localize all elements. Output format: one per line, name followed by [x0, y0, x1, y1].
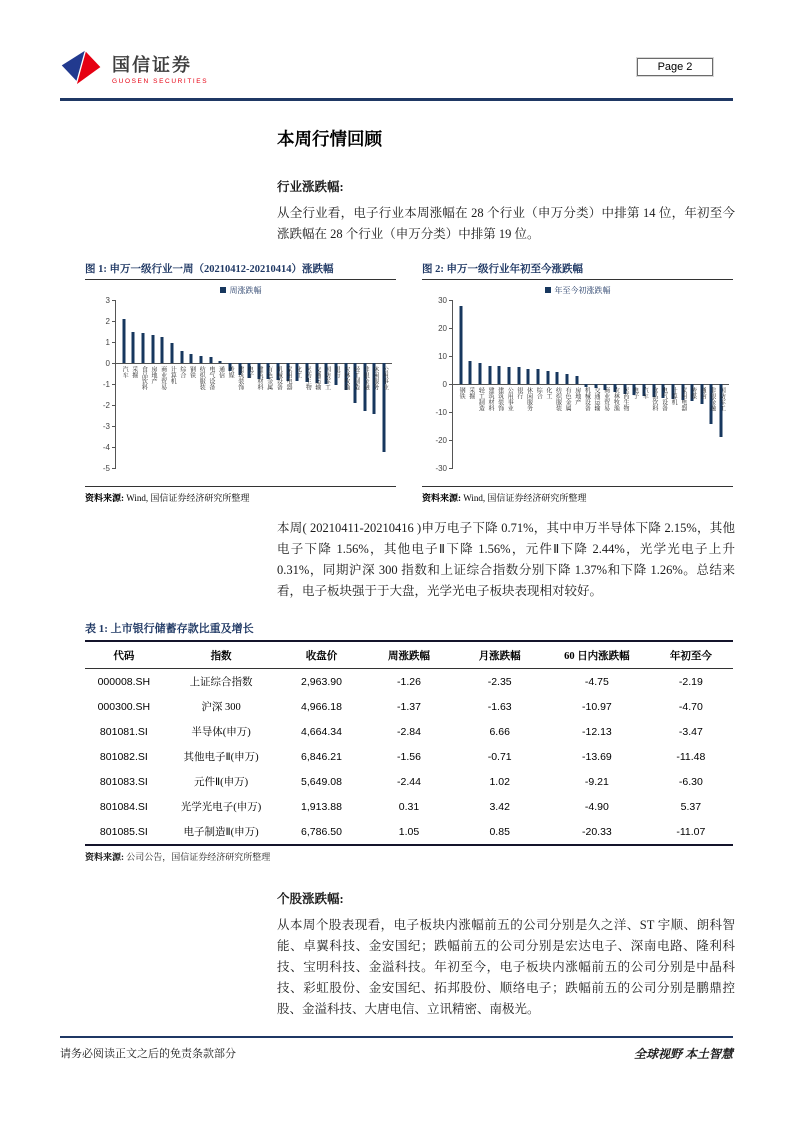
bar-cell: [138, 300, 148, 468]
table-cell: 801081.SI: [99, 725, 148, 738]
figure-2-legend: [422, 284, 733, 296]
table-cell: 0.85: [489, 825, 510, 838]
figure-1-plot: [102, 295, 392, 473]
bar: [556, 372, 559, 384]
table-title: 表 1: 上市银行储蓄存款比重及增长: [85, 618, 733, 642]
table-cell: 6.66: [489, 725, 510, 738]
bar-series: [456, 300, 726, 468]
table-cell: 0.31: [398, 800, 420, 813]
brand-name-cn: 国信证券: [112, 55, 192, 75]
x-axis-category-label: 纺织服装: [554, 387, 561, 411]
x-axis-category-label: 通信: [699, 387, 706, 399]
y-axis-tick-label: 20: [438, 323, 447, 333]
figure-1-legend: [85, 284, 396, 296]
bar-cell: [601, 300, 611, 468]
bar-cell: [649, 300, 659, 468]
bar: [575, 376, 578, 384]
table-header-row: [85, 642, 733, 669]
table-source: [85, 846, 733, 863]
figure-1-legend-label: 周涨跌幅: [229, 285, 262, 295]
x-axis-category-label: 食品饮料: [140, 366, 147, 390]
x-axis-category-label: 采掘: [130, 366, 137, 378]
table-cell: -11.48: [676, 750, 706, 763]
bar-cell: [495, 300, 505, 468]
x-axis-category-label: 国防军工: [718, 387, 725, 411]
x-axis-category-label: 建筑装饰: [236, 366, 243, 390]
table-cell: -3.47: [678, 725, 703, 738]
bar-cell: [485, 300, 495, 468]
bar-cell: [456, 300, 466, 468]
table-cell: 光学光电子(申万): [180, 802, 262, 813]
y-axis-tick-label: 10: [438, 351, 447, 361]
table-cell: -20.33: [581, 825, 612, 838]
y-axis-tick-label: -10: [435, 407, 447, 417]
x-axis-category-label: 农林牧渔: [342, 366, 349, 390]
table-cell: -6.30: [678, 775, 703, 788]
bar-cell: [658, 300, 668, 468]
bar-cell: [225, 300, 235, 468]
x-axis-category-label: 传媒: [227, 366, 234, 378]
y-axis-tick-mark: [112, 405, 116, 406]
bar-cell: [148, 300, 158, 468]
table-cell: 电子制造Ⅱ(申万): [183, 827, 259, 838]
table-source-label: 资料来源:: [85, 852, 124, 862]
bar-cell: [186, 300, 196, 468]
x-axis-category-label: 公用事业: [506, 387, 513, 411]
page-header: [60, 48, 733, 101]
table-row: [85, 744, 733, 769]
table-cell: 上证综合指数: [189, 677, 253, 688]
y-axis-tick-label: 0: [105, 358, 110, 368]
y-axis-tick-mark: [112, 342, 116, 343]
x-axis-category-label: 计算机: [670, 387, 677, 405]
bar-cell: [523, 300, 533, 468]
table-row: [85, 794, 733, 819]
y-axis-tick-label: -20: [435, 435, 447, 445]
table-source-text: 公司公告，国信证券经济研究所整理: [124, 852, 271, 862]
x-axis-category-label: 公用事业: [381, 366, 388, 390]
x-axis-category-label: 化工: [544, 387, 551, 399]
brand-name-en: GUOSEN SECURITIES: [112, 78, 209, 85]
bar-cell: [370, 300, 380, 468]
table-row: [85, 769, 733, 794]
bar-cell: [350, 300, 360, 468]
bar: [479, 363, 482, 384]
y-axis-tick-label: -4: [102, 442, 110, 452]
table-cell: -10.97: [581, 700, 612, 713]
figure-2-chart-area: [422, 280, 733, 478]
figure-1: [85, 261, 396, 504]
bar: [180, 351, 183, 363]
bar: [219, 361, 222, 363]
bar-cell: [273, 300, 283, 468]
y-axis-tick-mark: [449, 468, 453, 469]
x-axis-category-label: 家用电器: [679, 387, 686, 411]
y-axis-tick-label: 1: [105, 337, 110, 347]
bar: [498, 366, 501, 384]
y-axis-tick-label: 0: [442, 379, 447, 389]
bar-cell: [581, 300, 591, 468]
table-header-cell: 指数: [163, 642, 280, 669]
bar-cell: [687, 300, 697, 468]
table-cell: 1.02: [489, 775, 510, 788]
y-axis-tick-mark: [449, 356, 453, 357]
table-cell: 元件Ⅱ(申万): [193, 777, 249, 788]
table-cell: 4,664.34: [301, 725, 342, 738]
bar: [565, 374, 568, 384]
page-footer: [60, 1036, 733, 1062]
bar: [142, 333, 145, 363]
table-cell: 801084.SI: [99, 800, 148, 813]
table-cell: 000300.SH: [97, 700, 151, 713]
figure-2-source-label: 资料来源:: [422, 493, 461, 503]
y-axis-tick-label: 2: [105, 316, 110, 326]
x-axis-category-label: 房地产: [573, 387, 580, 405]
x-axis-category-label: 通信: [217, 366, 224, 378]
table-cell: -12.13: [581, 725, 612, 738]
x-axis-category-label: 建筑装饰: [496, 387, 503, 411]
x-axis-category-label: 农林牧渔: [612, 387, 619, 411]
bar-cell: [177, 300, 187, 468]
y-axis-tick-mark: [112, 321, 116, 322]
table-header-cell: 周涨跌幅: [364, 642, 455, 669]
figure-1-source-label: 资料来源:: [85, 493, 124, 503]
bar-cell: [158, 300, 168, 468]
bar-cell: [244, 300, 254, 468]
table-row: [85, 719, 733, 744]
figure-1-chart-area: [85, 280, 396, 478]
legend-swatch-icon: [545, 287, 551, 293]
x-axis-category-label: 电气设备: [207, 366, 214, 390]
stocks-heading: 个股涨跌幅:: [277, 892, 344, 906]
figure-1-source-text: Wind, 国信证券经济研究所整理: [124, 493, 250, 503]
footer-disclaimer: 请务必阅读正文之后的免责条款部分: [60, 1048, 236, 1060]
table-cell: 1.05: [398, 825, 420, 838]
bar-cell: [475, 300, 485, 468]
figures-row: [85, 261, 733, 504]
x-axis-category-label: 综合: [535, 387, 542, 399]
figure-2-title: 图 2: 申万一级行业年初至今涨跌幅: [422, 261, 733, 280]
x-axis-category-label: 建筑材料: [256, 366, 263, 390]
bar: [209, 357, 212, 363]
x-axis-category-label: 轻工制造: [352, 366, 359, 390]
bar-cell: [206, 300, 216, 468]
bar-cell: [707, 300, 717, 468]
table-cell: 6,846.21: [301, 750, 342, 763]
y-axis-tick-mark: [112, 447, 116, 448]
x-axis-category-label: 汽车: [121, 366, 128, 378]
table-cell: -4.70: [678, 700, 703, 713]
x-axis-category-label: 交通运输: [593, 387, 600, 411]
y-axis-tick-label: -3: [102, 421, 110, 431]
bar-cell: [504, 300, 514, 468]
table-cell: 沪深 300: [201, 702, 241, 713]
x-axis-category-label: 有色金属: [564, 387, 571, 411]
table-cell: 2,963.90: [301, 675, 342, 688]
table-cell: -9.21: [584, 775, 609, 788]
bar-cell: [639, 300, 649, 468]
x-axis-category-label: 综合: [178, 366, 185, 378]
x-axis-category-label: 有色金属: [265, 366, 272, 390]
table-row: [85, 669, 733, 695]
x-axis-category-label: 轻工制造: [477, 387, 484, 411]
brand: [60, 48, 733, 88]
y-axis-tick-label: -2: [102, 400, 110, 410]
bar-cell: [119, 300, 129, 468]
bar: [171, 343, 174, 363]
x-axis-category-label: 国防军工: [323, 366, 330, 390]
y-axis-tick-label: 30: [438, 295, 447, 305]
bar-cell: [312, 300, 322, 468]
table-cell: 801085.SI: [99, 825, 148, 838]
table-cell: -4.75: [584, 675, 609, 688]
bar-cell: [716, 300, 726, 468]
table-header-cell: 年初至今: [649, 642, 733, 669]
bar-cell: [360, 300, 370, 468]
bar-cell: [533, 300, 543, 468]
figure-2-source: [422, 486, 733, 504]
table-header-cell: 月涨跌幅: [454, 642, 545, 669]
bar: [469, 361, 472, 384]
table-cell: 5,649.08: [301, 775, 342, 788]
table-cell: -4.90: [584, 800, 609, 813]
x-axis-category-label: 传媒: [689, 387, 696, 399]
x-axis-category-label: 电子: [631, 387, 638, 399]
x-axis-category-label: 休闲服务: [371, 366, 378, 390]
figure-2: [422, 261, 733, 504]
x-axis-category-label: 建筑材料: [486, 387, 493, 411]
y-axis-tick-mark: [112, 426, 116, 427]
bar-cell: [302, 300, 312, 468]
y-axis-tick-label: -30: [435, 463, 447, 473]
bar-cell: [321, 300, 331, 468]
x-axis-category-label: 纺织服装: [198, 366, 205, 390]
bar-cell: [668, 300, 678, 468]
table-cell: 6,786.50: [301, 825, 342, 838]
industry-heading: 行业涨跌幅:: [277, 180, 344, 194]
bar-cell: [572, 300, 582, 468]
table-cell: -0.71: [487, 750, 512, 763]
table-header-cell: 收盘价: [279, 642, 363, 669]
x-axis-category-label: 商业贸易: [602, 387, 609, 411]
x-axis-category-label: 电气设备: [660, 387, 667, 411]
x-axis-category-label: 食品饮料: [650, 387, 657, 411]
x-axis-category-label: 医药生物: [304, 366, 311, 390]
industry-paragraph: 从全行业看，电子行业本周涨幅在 28 个行业（申万分类）中排第 14 位，年初至今涨跌幅在 28 个行业（申万分类）中排第 19 位。: [277, 206, 735, 241]
bar-cell: [379, 300, 389, 468]
bar-cell: [254, 300, 264, 468]
table-cell: 4,966.18: [301, 700, 342, 713]
table-cell: -1.26: [397, 675, 421, 688]
brand-text: [112, 51, 208, 85]
bar-cell: [264, 300, 274, 468]
table-header-cell: 60 日内涨跌幅: [545, 642, 649, 669]
bar: [527, 369, 530, 384]
figure-1-source: [85, 486, 396, 504]
x-axis-category-label: 银行: [333, 366, 340, 378]
bar-cell: [215, 300, 225, 468]
table-cell: 5.37: [680, 800, 702, 813]
table-cell: 其他电子Ⅱ(申万): [183, 752, 259, 763]
x-axis-category-label: 休闲服务: [525, 387, 532, 411]
x-axis-category-label: 机械设备: [583, 387, 590, 411]
table-section: [85, 618, 733, 863]
y-axis-tick-mark: [449, 440, 453, 441]
figure-1-title: 图 1: 申万一级行业一周（20210412-20210414）涨跌幅: [85, 261, 396, 280]
bar: [459, 306, 462, 384]
summary-paragraph: 本周( 20210411-20210416 )申万电子下降 0.71%，其中申万半导体下降 2.15%，其他电子下降 1.56%，其他电子Ⅱ下降 1.56%，元件Ⅱ下降 2.44%，光学光电子上升 0.31%，同期沪深 300 指数和上证综合指数分别下降 1.37%和下降 1.26%。总结来看，电子板块强于于大盘，光学光电子板块表现相对较好。: [277, 521, 735, 598]
figure-2-plot: [435, 295, 729, 473]
bar-cell: [630, 300, 640, 468]
y-axis-tick-mark: [112, 468, 116, 469]
x-axis-category-label: 家用电器: [284, 366, 291, 390]
x-axis-category-label: 计算机: [169, 366, 176, 384]
bar-cell: [697, 300, 707, 468]
table-cell: 半导体(申万): [191, 727, 251, 738]
table-cell: 801083.SI: [99, 775, 148, 788]
x-axis-category-label: 化工: [294, 366, 301, 378]
x-axis-category-label: 交通运输: [313, 366, 320, 390]
bar-cell: [167, 300, 177, 468]
table-cell: -2.19: [678, 675, 703, 688]
x-axis-category-label: 非银金融: [708, 387, 715, 411]
table-cell: -1.63: [487, 700, 512, 713]
bar-cell: [235, 300, 245, 468]
table-cell: -2.44: [397, 775, 421, 788]
x-axis-category-label: 机械设备: [275, 366, 282, 390]
table-row: [85, 819, 733, 845]
bar: [488, 366, 491, 384]
figure-2-source-text: Wind, 国信证券经济研究所整理: [461, 493, 587, 503]
table-cell: -1.37: [397, 700, 421, 713]
bar-cell: [129, 300, 139, 468]
x-axis-category-label: 钢铁: [458, 387, 465, 399]
bar: [517, 367, 520, 384]
bar-series: [119, 300, 389, 468]
table-row: [85, 694, 733, 719]
summary-table: [85, 642, 733, 846]
table-header-cell: 代码: [85, 642, 163, 669]
table-cell: 801082.SI: [99, 750, 148, 763]
table-cell: 000008.SH: [97, 675, 151, 688]
bar-cell: [678, 300, 688, 468]
header-rule: [60, 98, 733, 101]
bar: [536, 369, 539, 384]
bar: [122, 319, 125, 363]
report-body: [0, 108, 793, 1020]
y-axis-tick-label: -5: [102, 463, 110, 473]
table-cell: -13.69: [581, 750, 612, 763]
section-title: 本周行情回顾: [277, 129, 382, 149]
bar: [546, 371, 549, 384]
x-axis-category-label: 非银金融: [362, 366, 369, 390]
y-axis-tick-label: -1: [102, 379, 110, 389]
bar: [190, 354, 193, 363]
table-cell: 1,913.88: [301, 800, 342, 813]
bar-cell: [331, 300, 341, 468]
bar-cell: [552, 300, 562, 468]
x-axis-category-label: 电子: [246, 366, 253, 378]
bar-cell: [293, 300, 303, 468]
bar-cell: [620, 300, 630, 468]
y-axis-tick-mark: [449, 412, 453, 413]
bar: [161, 337, 164, 363]
table-cell: 3.42: [489, 800, 510, 813]
bar: [508, 367, 511, 384]
x-axis-category-label: 钢铁: [188, 366, 195, 378]
y-axis-tick-mark: [112, 384, 116, 385]
bar-cell: [283, 300, 293, 468]
x-axis-category-label: 房地产: [149, 366, 156, 384]
bar-cell: [543, 300, 553, 468]
figure-2-legend-label: 年至今初涨跌幅: [554, 285, 611, 295]
table-cell: -2.84: [397, 725, 421, 738]
legend-swatch-icon: [220, 287, 226, 293]
x-axis-category-label: 采掘: [467, 387, 474, 399]
bar-cell: [591, 300, 601, 468]
stocks-paragraph: 从本周个股表现看，电子板块内涨幅前五的公司分别是久之洋、ST 宇顺、朗科智能、卓翼科技、金安国纪；跌幅前五的公司分别是宏达电子、深南电路、隆利科技、宝明科技、金溢科技。年初至今，电子板块内涨幅前五的公司分别是中晶科技、彩虹股份、金安国纪、拓邦股份、顺络电子；跌幅前五的公司分别是鹏鼎控股、金溢科技、大唐电信、立讯精密、南极光。: [277, 918, 735, 1016]
bar-cell: [341, 300, 351, 468]
y-axis-tick-mark: [449, 328, 453, 329]
y-axis-tick-label: 3: [105, 295, 110, 305]
bar-cell: [610, 300, 620, 468]
table-cell: -1.56: [397, 750, 421, 763]
guosen-logo-icon: [60, 48, 104, 88]
y-axis-tick-mark: [449, 300, 453, 301]
bar-cell: [562, 300, 572, 468]
bar-cell: [196, 300, 206, 468]
y-axis-tick-mark: [112, 300, 116, 301]
bar: [199, 356, 202, 363]
x-axis-category-label: 医药生物: [621, 387, 628, 411]
x-axis-category-label: 银行: [515, 387, 522, 399]
bar-cell: [514, 300, 524, 468]
x-axis-category-label: 汽车: [641, 387, 648, 399]
footer-slogan: 全球视野 本土智慧: [633, 1047, 733, 1061]
bar: [151, 335, 154, 363]
table-body: [85, 669, 733, 846]
page-number-box: Page 2: [637, 58, 713, 76]
table-cell: -2.35: [487, 675, 512, 688]
bar: [132, 332, 135, 364]
bar-cell: [466, 300, 476, 468]
table-cell: -11.07: [676, 825, 706, 838]
x-axis-category-label: 商业贸易: [159, 366, 166, 390]
